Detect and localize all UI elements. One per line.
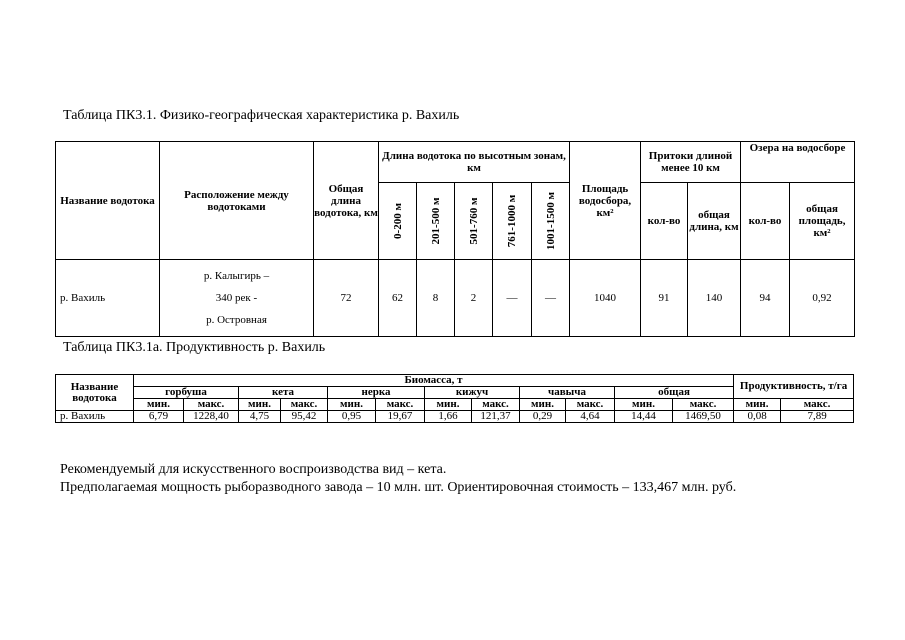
- cell-tributaries-length: 140: [688, 260, 741, 337]
- cell-value: 0,08: [734, 411, 781, 423]
- header-species: чавыча: [520, 387, 615, 399]
- location-line: р. Островная: [206, 314, 267, 326]
- header-max: макс.: [673, 399, 734, 411]
- header-min: мин.: [425, 399, 472, 411]
- header-productivity: Продуктивность, т/га: [734, 375, 854, 399]
- cell-value: 1469,50: [673, 411, 734, 423]
- header-name: Название водотока: [56, 375, 134, 411]
- header-min: мин.: [328, 399, 376, 411]
- cell-zone: 8: [417, 260, 455, 337]
- header-basin-area: Площадь водосбора, км²: [570, 142, 641, 260]
- cell-value: 1,66: [425, 411, 472, 423]
- cell-name: р. Вахиль: [56, 411, 134, 423]
- cell-value: 7,89: [781, 411, 854, 423]
- header-species: кета: [239, 387, 328, 399]
- header-zone-201-500: [417, 183, 455, 260]
- table1-caption: Таблица ПК3.1. Физико-географическая характеристика р. Вахиль: [63, 108, 460, 123]
- header-max: макс.: [472, 399, 520, 411]
- cell-value: 4,75: [239, 411, 281, 423]
- physical-geography-table: [55, 141, 855, 337]
- header-lakes-count: кол-во: [741, 183, 790, 260]
- header-species: нерка: [328, 387, 425, 399]
- header-zone-761-1000: [493, 183, 532, 260]
- zone-label: 1001-1500 м: [544, 192, 557, 250]
- cell-location: [160, 260, 314, 337]
- location-line: 340 рек -: [215, 292, 258, 304]
- cell-value: 0,95: [328, 411, 376, 423]
- header-species: общая: [615, 387, 734, 399]
- cell-zone: 62: [379, 260, 417, 337]
- cell-zone: —: [493, 260, 532, 337]
- header-min: мин.: [239, 399, 281, 411]
- header-min: мин.: [520, 399, 566, 411]
- header-name: Название водотока: [56, 142, 160, 260]
- table2-caption: Таблица ПК3.1а. Продуктивность р. Вахиль: [63, 340, 326, 355]
- header-max: макс.: [281, 399, 328, 411]
- recommendation-text: Рекомендуемый для искусственного воспроизводства вид – кета.: [60, 462, 447, 477]
- cell-basin-area: 1040: [570, 260, 641, 337]
- header-max: макс.: [184, 399, 239, 411]
- cell-total-length: 72: [314, 260, 379, 337]
- header-location: Расположение между водотоками: [160, 142, 314, 260]
- header-species: кижуч: [425, 387, 520, 399]
- cell-value: 95,42: [281, 411, 328, 423]
- header-biomass: Биомасса, т: [134, 375, 734, 387]
- header-min: мин.: [734, 399, 781, 411]
- header-tributaries-count: кол-во: [641, 183, 688, 260]
- header-max: макс.: [781, 399, 854, 411]
- cell-value: 4,64: [566, 411, 615, 423]
- cell-lakes-count: 94: [741, 260, 790, 337]
- header-species: горбуша: [134, 387, 239, 399]
- table-row: [56, 260, 855, 337]
- zone-label: 501-760 м: [467, 197, 480, 245]
- header-length-zones: Длина водотока по высотным зонам, км: [379, 142, 570, 183]
- header-zone-0-200: [379, 183, 417, 260]
- cell-zone: —: [532, 260, 570, 337]
- header-total-length: Общая длина водотока, км: [314, 142, 379, 260]
- cell-zone: 2: [455, 260, 493, 337]
- header-min: мин.: [134, 399, 184, 411]
- cell-value: 121,37: [472, 411, 520, 423]
- capacity-cost-text: Предполагаемая мощность рыборазводного завода – 10 млн. шт. Ориентировочная стоимость – 133,467 млн. руб.: [60, 480, 737, 495]
- header-max: макс.: [566, 399, 615, 411]
- header-zone-1001-1500: [532, 183, 570, 260]
- zone-label: 761-1000 м: [506, 194, 518, 248]
- header-lakes: Озера на водосборе: [741, 142, 855, 183]
- zone-label: 0-200 м: [391, 203, 404, 239]
- cell-tributaries-count: 91: [641, 260, 688, 337]
- cell-value: 6,79: [134, 411, 184, 423]
- header-tributaries: Притоки длиной менее 10 км: [641, 142, 741, 183]
- cell-value: 19,67: [376, 411, 425, 423]
- location-line: р. Калыгирь –: [203, 270, 270, 282]
- cell-value: 14,44: [615, 411, 673, 423]
- cell-value: 1228,40: [184, 411, 239, 423]
- header-tributaries-length: общая длина, км: [688, 183, 741, 260]
- cell-value: 0,29: [520, 411, 566, 423]
- header-min: мин.: [615, 399, 673, 411]
- zone-label: 201-500 м: [429, 197, 442, 245]
- header-max: макс.: [376, 399, 425, 411]
- cell-lakes-area: 0,92: [790, 260, 855, 337]
- productivity-table: [55, 374, 854, 423]
- header-zone-501-760: [455, 183, 493, 260]
- header-lakes-area: общая площадь, км²: [790, 183, 855, 260]
- table-row: [56, 411, 854, 423]
- cell-name: р. Вахиль: [56, 260, 160, 337]
